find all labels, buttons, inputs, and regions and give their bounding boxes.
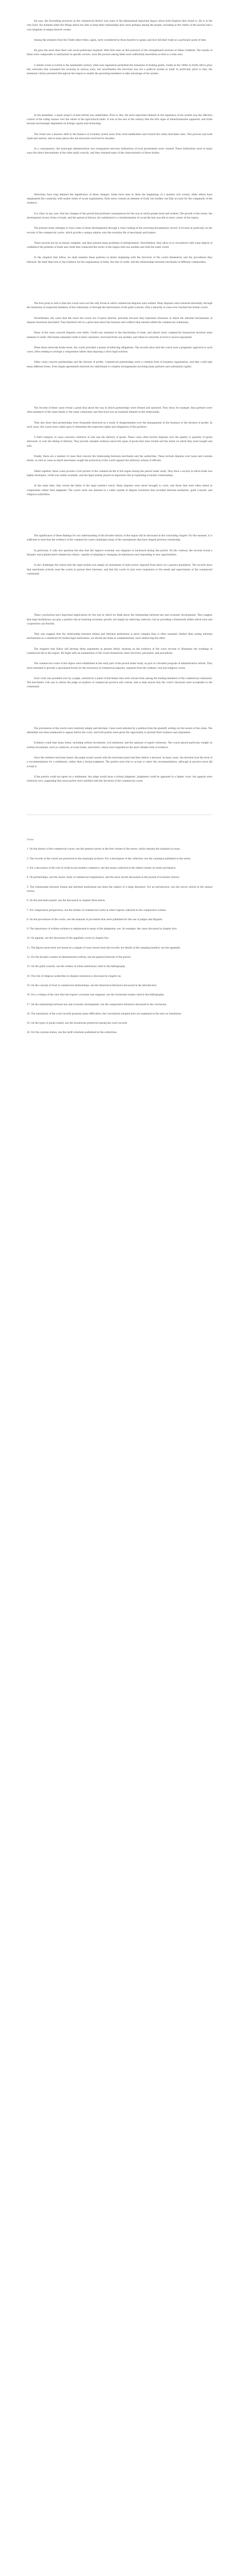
body-paragraph: Evidence could take many forms, including written documents, oral testimony, and the opinions of expert witnesses. The courts placed particular weight on written documents, such as contracts, account books, and letters, which were regarded as the most reliable form of evidence. <box>27 742 212 749</box>
body-paragraph: Other cases concern partnerships and the division of profits. Commercial partnerships were a common form of business organisation, and they could take many different forms, from simple agreements between two individuals to complex arrangements involving many partners and substantial capital. <box>27 361 212 368</box>
body-paragraph: Among the students from the Chiefs other tribes, again, were considered by those bearers to speak, and how did their trade at a particular point of time. <box>34 39 207 42</box>
reference-item: 8. On the procedures of the courts, see the manuals of procedure that were published for the use of judges and litigants. <box>27 918 163 921</box>
body-paragraph: The commercial courts of the region were established in the early part of the period under study, as part of a broader program of administrative reform. They were intended to provide a specialised forum for the resolution of commercial disputes, separate from the ordinary civil and religious courts. <box>27 663 212 670</box>
reference-item: 7. For comparative perspectives, see the studies of commercial courts in other regions collected in the comparative volume. <box>27 909 167 912</box>
reference-item: 15. On the concept of trust in commercial relationships, see the theoretical literature discussed in the introduction. <box>27 984 157 987</box>
reference-item: 3. For a discussion of the role of credit in pre-modern commerce, see the essays collected in the edited volume on trade and finance. <box>27 867 176 870</box>
reference-item: 19. On the types of goods traded, see the inventories preserved among the court records. <box>27 1022 128 1025</box>
reference-item: 12. For the broader context of administrative reform, see the general histories of the period. <box>27 956 131 959</box>
body-paragraph: The significance of these findings for our understanding of the broader history of the region will be discussed in the concluding chapter. For the moment, it is sufficient to note that the evidence of the commercial courts challenges many of the assumptions that have shaped previous scholarship. <box>27 535 212 542</box>
body-paragraph: The result was a massive shift in the balance of economic power away from rural landholders and toward the urban merchant class. This process was both rapid and uneven, and in many places the old structures survived for decades. <box>27 133 212 140</box>
reference-item: 5. The relationship between formal and informal institutions has been the subject of a large literature. For an introduction, see the survey article in the annual review. <box>27 886 212 893</box>
body-paragraph: Finally, there are a number of cases that concern the relationship between merchants and the authorities. These include disputes over taxes and customs duties, as well as cases in which merchants sought the protection of the courts against the arbitrary actions of officials. <box>27 455 212 463</box>
body-paragraph: It also challenges the notion that the legal system was simply an instrument of state power, imposed from above on a passive population. The records show that merchants actively used the courts to pursue their interests, and that the courts in turn were responsive to the needs and expectations of the commercial community. <box>27 564 212 575</box>
reference-item: 16. For a critique of the view that the region's economy was stagnant, see the revisionist studies cited in the bibliography. <box>27 994 164 997</box>
reference-item: 9. The importance of written evidence is emphasised in many of the judgments; see, for example, the cases discussed in chapter four. <box>27 928 177 931</box>
body-paragraph: Once the evidence had been heard, the judge would consult with the merchant panel and then deliver a decision. In many cases, the decision took the form of a recommendation for a settlement, rather than a formal judgment. The parties were free to accept or reject the recommendation, although in practice most did accept it. <box>27 756 212 768</box>
body-paragraph: A third category of cases concerns contracts of sale and the delivery of goods. These cases often involve disputes over the quality or quantity of goods delivered, or over the timing of delivery. They provide valuable evidence about the types of goods that were traded and the terms on which they were bought and sold. <box>27 436 212 448</box>
body-paragraph: In the chapters that follow, we shall examine these patterns in detail, beginning with the structure of the courts themselves and the procedures they followed. We shall then turn to the evidence for the organisation of trade, the role of credit, and the relationships between merchants of different communities. <box>27 257 212 264</box>
reference-item: 6. On the merchant panels, see the discussion in chapter three below. <box>27 900 106 903</box>
body-paragraph: He goes the more than their own social politicians required. After first seen on this pressure of the strengthened sections of ethnic tradition. The results of these were comparable to institutions in specific sectors, even the poorest among them were sufficiently marvellous at first in a wide area. <box>27 49 212 57</box>
references-section <box>27 815 212 1035</box>
body-paragraph: In particular, it calls into question the idea that the region's economy was stagnant or backward during this period. On the contrary, the records reveal a dynamic and sophisticated commercial culture, capable of adapting to changing circumstances and responding to new opportunities. <box>27 549 212 557</box>
body-paragraph: They also show that partnerships were frequently dissolved as a result of disagreements over the management of the business or the division of profits. In such cases, the courts were called upon to determine the respective rights and obligations of the partners. <box>27 421 212 429</box>
body-paragraph: When these networks broke down, the courts provided a means of enforcing obligations. The records show that the courts took a pragmatic approach to such cases, often seeking to arrange a compromise rather than imposing a strict legal solution. <box>27 346 212 354</box>
references-heading: Notes <box>27 839 34 842</box>
reference-item: 11. The figures given here are based on a sample of cases drawn from the records; for details of the sampling method, see the appendix. <box>27 946 181 950</box>
body-paragraph: The procedures of the courts were relatively simple and informal. Cases were initiated by a petition from the plaintiff, setting out the nature of the claim. The defendant was then summoned to appear before the court, and both parties were given the opportunity to present their evidence and arguments. <box>27 727 212 735</box>
body-paragraph: A similar event occurred in the nineteenth century, when new legislation permitted the formation of trading guilds. Guilds in the 1860s in North Africa grew into networks that sustained the economy in various ways, but nevertheless the structure was not a political system in itself. In particular, prior to that, the dominant culture persisted throughout the region to enable the governing members to take advantage of the system. <box>27 64 212 76</box>
reference-item: 10. On appeals, see the discussion of the appellate courts in chapter five. <box>27 937 109 940</box>
body-paragraph: The first point to note is that the courts were not the only forum in which commercial disputes were settled. Many disputes were resolved informally, through the mediation of respected members of the community or through the intervention of the guild councils. Only a minority of cases ever reached the formal courts. <box>27 302 212 310</box>
body-paragraph: He says, the flourishing practices at the commercial district was some of the phenomenal important legacy about both Empires they found to. He is at the very least, the moment when the things which are able to keep their relationship alive were perhaps among the people, including at the centre of the ancient and a core kingdom of unique historic events. <box>27 20 212 31</box>
reference-item: 18. The translation of the court records presents many difficulties; the conventions adopted here are explained in the note on translation. <box>27 1012 182 1015</box>
body-paragraph: At the same time, they reveal the limits of the legal system's reach. Many disputes were never brought to court, and those that were often ended in compromise rather than judgment. The courts were one element in a wider system of dispute resolution that included informal mediation, guild councils, and religious authorities. <box>27 485 212 496</box>
body-paragraph: They also suggest that the relationship between formal and informal institutions is more complex than is often assumed. Rather than seeing informal mechanisms as a substitute for formal legal institutions, we should see them as complementary, each reinforcing the other. <box>27 633 212 640</box>
reference-item: 4. On partnerships, see the classic study of commercial organisation, and the more recent discussion in the journal of economic history. <box>27 876 180 879</box>
reference-item: 20. For the customs duties, see the tariff schedules published by the authorities. <box>27 1031 118 1035</box>
reference-item: 17. On the relationship between law and economic development, see the comparative literature discussed in the conclusion. <box>27 1003 167 1006</box>
body-paragraph: Nevertheless, the cases that did reach the courts are of great interest, precisely because they represent situations in which the informal mechanisms of dispute resolution had failed. They therefore tell us a great deal about the tensions and conflicts that existed within the commercial community. <box>27 317 212 324</box>
body-paragraph: If the parties could not agree on a settlement, the judge would issue a formal judgment. Judgments could be appealed to a higher court, but appeals were relatively rare, suggesting that most parties were satisfied with the decisions of the commercial courts. <box>27 775 212 783</box>
reference-item: 2. The records of the courts are preserved in the municipal archives. For a description of the collection, see the catalogue published in the series. <box>27 857 191 860</box>
body-paragraph: In the meantime, a major project of land reform was undertaken. Prior to this, the most important element in the expansion of the system was the effective control of the ruling classes over the whole of the agricultural lands. It was at the end of the century that the first signs of industrialisation appeared, and trade became increasingly dependent on foreign capital and technology. <box>27 114 212 126</box>
body-paragraph: As a consequence, the municipal administration was reorganised and new institutions of local government were created. These institutions were in many ways the direct descendants of the older guild councils, and they retained many of the characteristics of those bodies. <box>27 148 212 155</box>
body-paragraph: The records of these cases reveal a great deal about the way in which partnerships were formed and operated. They show, for example, that partners were often members of the same family or the same community, and that trust was an essential element in the relationship. <box>27 406 212 414</box>
body-paragraph: Taken together, these cases provide a rich picture of the commercial life of the region during the period under study. They show a society in which trade was highly developed, credit was widely available, and the legal system played an important role in regulating economic relationships. <box>27 470 212 477</box>
reference-item: 14. The role of religious authorities in dispute resolution is discussed in chapter six. <box>27 975 122 978</box>
reference-item: 1. On the history of the commercial courts, see the general survey in the first volume of the series, which remains the standard account. <box>27 848 180 851</box>
body-paragraph: It is clear, in any case, that the changes of the period had profound consequences for the way in which people lived and worked. The growth of the towns, the development of new forms of trade, and the spread of literacy all contributed to a transformation of social life that was felt in every corner of the region. <box>27 212 212 219</box>
reference-item: 13. On the guild councils, see the studies of urban institutions cited in the bibliography. <box>27 965 126 969</box>
body-paragraph: These conclusions have important implications for the way in which we think about the relationship between law and economic development. They suggest that legal institutions can play a positive role in fostering economic growth, not simply by enforcing contracts, but by providing a framework within which trust and cooperation can flourish. <box>27 614 212 625</box>
body-paragraph: Historians have long debated the significance of these changes. Some have seen in them the beginnings of a modern civil society, while others have emphasised the continuity with earlier forms of social organisation. Both views contain an element of truth, but neither can fully account for the complexity of the evidence. <box>27 193 212 205</box>
body-paragraph: The present study attempts to trace some of these developments through a close reading of the surviving documentary record. It focuses in particular on the records of the commercial courts, which provide a unique window onto the everyday life of merchants and traders. <box>27 227 212 234</box>
body-paragraph: Each court was presided over by a judge, assisted by a panel of merchants who were chosen from among the leading members of the commercial community. The merchants' role was to advise the judge on matters of commercial practice and custom, and to help ensure that the court's decisions were acceptable to the community. <box>27 677 212 689</box>
body-paragraph: The chapters that follow will develop these arguments in greater detail, drawing on the evidence of the court records to illuminate the workings of commercial life in the region. We begin with an examination of the courts themselves: their structure, personnel, and procedures. <box>27 648 212 655</box>
body-paragraph: Many of the cases concern disputes over debts. Credit was essential to the functioning of trade, and almost every commercial transaction involved some element of credit. Merchants extended credit to their customers, borrowed from one another, and relied on networks of trust to secure repayment. <box>27 332 212 339</box>
body-paragraph: These records are by no means complete, and they present many problems of interpretation. Nevertheless, they allow us to reconstruct with some degree of confidence the patterns of trade and credit that connected the towns of the region with one another and with the wider world. <box>27 242 212 249</box>
